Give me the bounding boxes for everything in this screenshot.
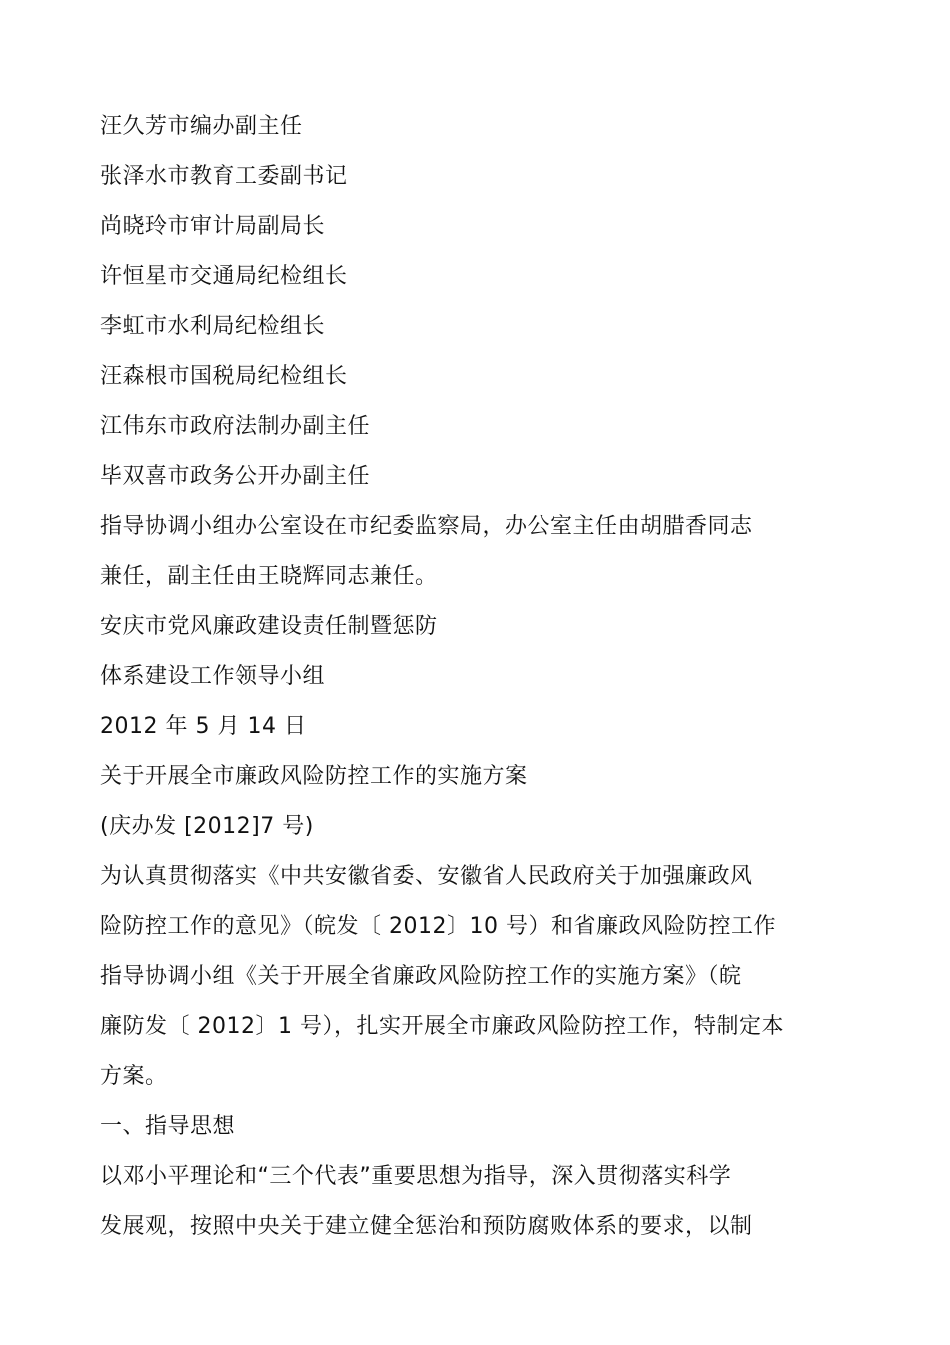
text-line: 为认真贯彻落实《中共安徽省委、安徽省人民政府关于加强廉政风 (100, 864, 753, 889)
document-number: (庆办发 [2012]7 号) (100, 814, 314, 839)
text-line: 张泽水市教育工委副书记 (100, 164, 348, 189)
text-line: 汪森根市国税局纪检组长 (100, 364, 348, 389)
text-line: 体系建设工作领导小组 (100, 664, 326, 689)
text-line: 险防控工作的意见》（皖发〔 2012〕10 号）和省廉政风险防控工作 (100, 914, 776, 939)
text-line: 汪久芳市编办副主任 (100, 114, 303, 139)
text-line: 许恒星市交通局纪检组长 (100, 264, 348, 289)
text-line: 方案。 (100, 1064, 168, 1089)
text-line: 安庆市党风廉政建设责任制暨惩防 (100, 614, 438, 639)
date-line: 2012 年 5 月 14 日 (100, 714, 307, 739)
text-line: 指导协调小组《关于开展全省廉政风险防控工作的实施方案》（皖 (100, 964, 742, 989)
text-line: 尚晓玲市审计局副局长 (100, 214, 326, 239)
text-line: 江伟东市政府法制办副主任 (100, 414, 371, 439)
section-heading: 一、指导思想 (100, 1114, 236, 1139)
text-line: 廉防发〔 2012〕1 号），扎实开展全市廉政风险防控工作，特制定本 (100, 1014, 784, 1039)
text-line: 毕双喜市政务公开办副主任 (100, 464, 371, 489)
text-line: 指导协调小组办公室设在市纪委监察局，办公室主任由胡腊香同志 (100, 514, 753, 539)
text-line: 发展观，按照中央关于建立健全惩治和预防腐败体系的要求，以制 (100, 1214, 753, 1239)
text-line: 兼任，副主任由王晓辉同志兼任。 (100, 564, 438, 589)
document-title: 关于开展全市廉政风险防控工作的实施方案 (100, 764, 528, 789)
text-line: 李虹市水利局纪检组长 (100, 314, 326, 339)
text-line: 以邓小平理论和“三个代表”重要思想为指导，深入贯彻落实科学 (100, 1164, 732, 1189)
